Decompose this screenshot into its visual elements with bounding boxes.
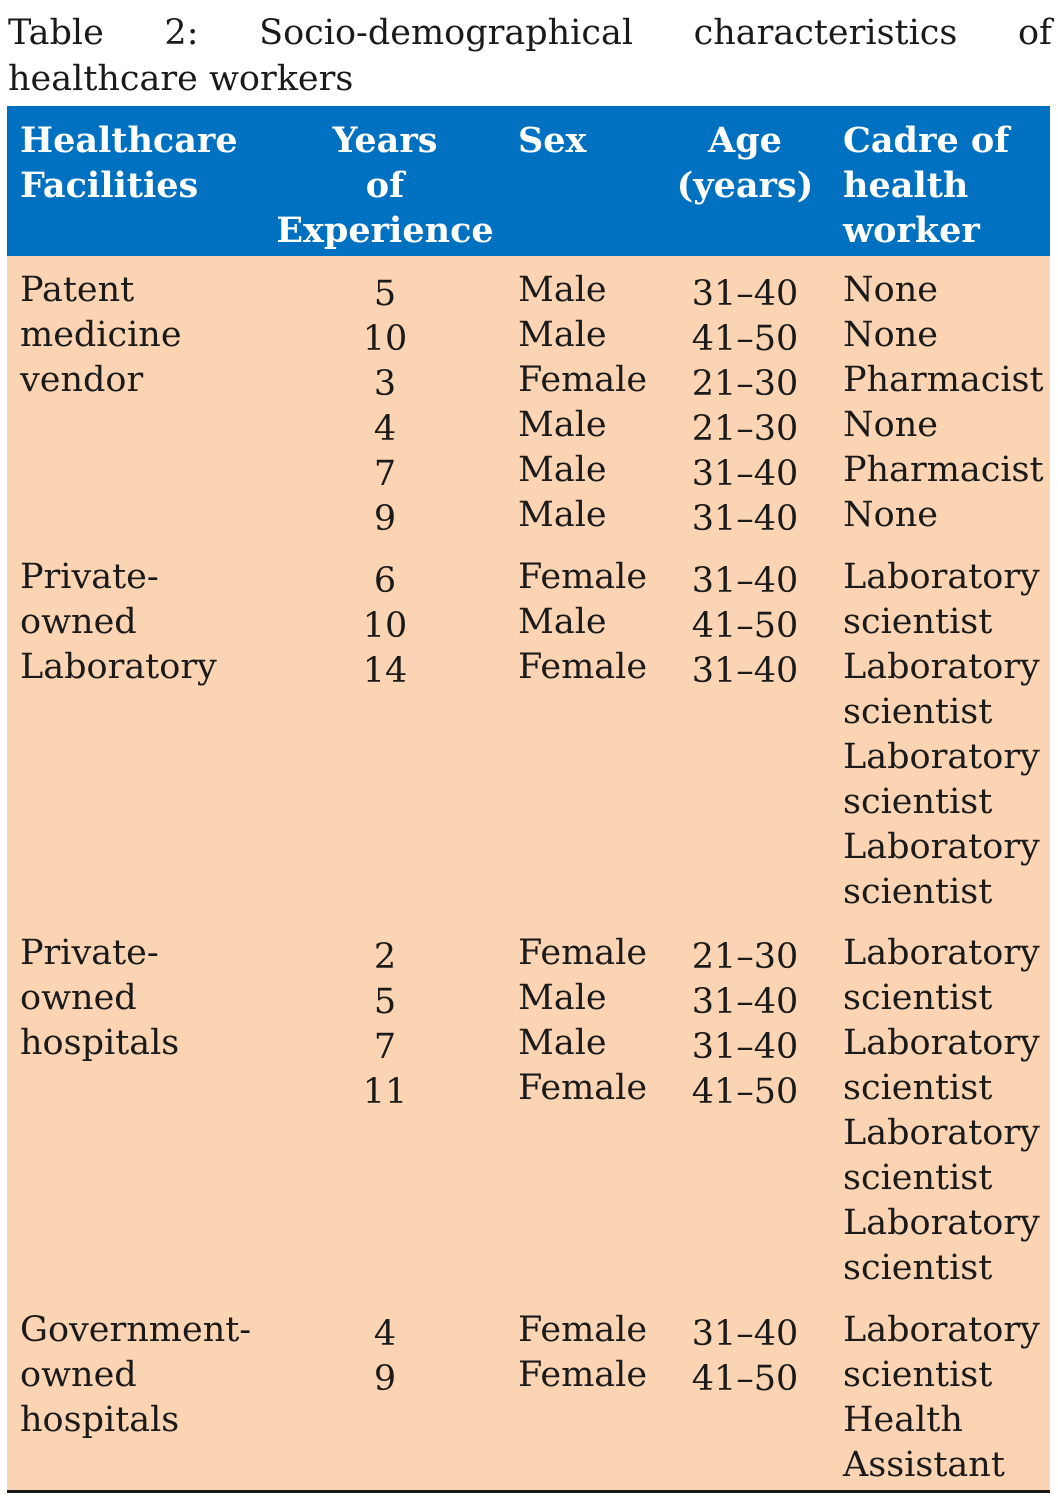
group-1-years-line: 5 — [373, 274, 397, 314]
group-2-years-line: 6 — [373, 561, 397, 601]
group-3-age-line: 41–50 — [691, 1072, 799, 1112]
group-1-age-line: 31–40 — [691, 454, 799, 494]
group-4-years-line: 4 — [373, 1314, 397, 1354]
header-years-of-experience-line: Experience — [276, 210, 494, 251]
group-3-sex-line: Female — [518, 933, 648, 973]
group-2-cadre — [843, 555, 1048, 915]
group-1-cadre — [843, 268, 1048, 538]
group-2-sex-line: Male — [518, 602, 607, 642]
group-2-cadre-line: Laboratory — [843, 647, 1040, 687]
group-2-years — [275, 559, 495, 694]
group-2-age — [675, 559, 815, 694]
group-1-sex-line: Male — [518, 405, 607, 445]
header-age — [675, 118, 815, 208]
group-3-sex-line: Male — [518, 1023, 607, 1063]
group-4-cadre-line: Health — [843, 1400, 963, 1440]
group-2-sex — [518, 555, 668, 690]
group-2-years-line: 10 — [362, 606, 408, 646]
table-caption: Table 2: Socio-demographical characteristics of healthcare workers — [8, 13, 1052, 99]
group-1-years-line: 3 — [373, 364, 397, 404]
group-1-sex-line: Male — [518, 450, 607, 490]
group-3-years-line: 5 — [373, 982, 397, 1022]
header-sex — [518, 118, 668, 163]
group-1-sex — [518, 268, 668, 538]
group-3-years-line: 7 — [373, 1027, 397, 1067]
group-4-years — [275, 1312, 495, 1402]
group-2-facility-line: Laboratory — [20, 647, 217, 687]
group-1-cadre-line: None — [843, 495, 938, 535]
group-4-age — [675, 1312, 815, 1402]
group-3-facility-line: hospitals — [20, 1023, 180, 1063]
group-4-sex-line: Female — [518, 1310, 648, 1350]
group-1-age-line: 31–40 — [691, 274, 799, 314]
group-1-cadre-line: None — [843, 270, 938, 310]
group-3-age-line: 31–40 — [691, 1027, 799, 1067]
group-1-facility-line: vendor — [20, 360, 144, 400]
group-2-cadre-line: scientist — [843, 782, 993, 822]
group-2-years-line: 14 — [362, 651, 408, 691]
group-1-cadre-line: Pharmacist — [843, 450, 1044, 490]
group-3-cadre-line: Laboratory — [843, 1203, 1040, 1243]
group-3-cadre-line: scientist — [843, 978, 993, 1018]
header-sex-line: Sex — [518, 120, 587, 161]
group-1-age — [675, 272, 815, 542]
header-facility — [20, 118, 275, 208]
group-1-years — [275, 272, 495, 542]
header-cadre — [843, 118, 1048, 253]
table-bottom-rule — [7, 1490, 1050, 1493]
group-4-facility — [20, 1308, 275, 1443]
group-4-sex-line: Female — [518, 1355, 648, 1395]
group-4-cadre-line: scientist — [843, 1355, 993, 1395]
group-3-facility — [20, 931, 275, 1066]
group-2-cadre-line: Laboratory — [843, 737, 1040, 777]
group-3-cadre — [843, 931, 1048, 1291]
group-4-years-line: 9 — [373, 1359, 397, 1399]
group-1-age-line: 21–30 — [691, 409, 799, 449]
group-4-cadre-line: Laboratory — [843, 1310, 1040, 1350]
header-facility-line: Healthcare — [20, 120, 238, 161]
header-cadre-line: worker — [843, 210, 980, 251]
group-2-cadre-line: scientist — [843, 872, 993, 912]
group-2-facility — [20, 555, 275, 690]
header-cadre-line: health — [843, 165, 969, 206]
group-3-sex — [518, 931, 668, 1111]
group-3-age-line: 31–40 — [691, 982, 799, 1022]
group-4-sex — [518, 1308, 668, 1398]
group-1-cadre-line: Pharmacist — [843, 360, 1044, 400]
group-1-cadre-line: None — [843, 405, 938, 445]
group-1-years-line: 10 — [362, 319, 408, 359]
group-4-age-line: 41–50 — [691, 1359, 799, 1399]
group-2-cadre-line: Laboratory — [843, 827, 1040, 867]
header-years-of-experience — [275, 118, 495, 253]
group-3-age — [675, 935, 815, 1115]
table-header — [7, 106, 1050, 256]
demographics-table — [7, 106, 1050, 1490]
group-3-sex-line: Male — [518, 978, 607, 1018]
group-4-cadre-line: Assistant — [843, 1445, 1005, 1485]
group-1-sex-line: Male — [518, 315, 607, 355]
group-1-years-line: 9 — [373, 499, 397, 539]
group-3-cadre-line: scientist — [843, 1248, 993, 1288]
group-3-cadre-line: Laboratory — [843, 1023, 1040, 1063]
group-2-cadre-line: scientist — [843, 602, 993, 642]
group-2-sex-line: Female — [518, 647, 648, 687]
group-2-sex-line: Female — [518, 557, 648, 597]
group-4-facility-line: owned — [20, 1355, 137, 1395]
group-3-years-line: 2 — [373, 937, 397, 977]
group-1-years-line: 7 — [373, 454, 397, 494]
header-years-of-experience-line: Years — [332, 120, 438, 161]
group-1-age-line: 21–30 — [691, 364, 799, 404]
group-2-age-line: 31–40 — [691, 651, 799, 691]
group-1-years-line: 4 — [373, 409, 397, 449]
header-age-line: Age — [708, 120, 782, 161]
group-1-cadre-line: None — [843, 315, 938, 355]
group-3-cadre-line: scientist — [843, 1068, 993, 1108]
group-3-years — [275, 935, 495, 1115]
header-cadre-line: Cadre of — [843, 120, 1010, 161]
group-3-cadre-line: scientist — [843, 1158, 993, 1198]
group-2-facility-line: Private- — [20, 557, 159, 597]
group-3-sex-line: Female — [518, 1068, 648, 1108]
group-1-facility — [20, 268, 275, 403]
group-3-years-line: 11 — [362, 1072, 408, 1112]
header-years-of-experience-line: of — [365, 165, 405, 206]
group-1-age-line: 41–50 — [691, 319, 799, 359]
group-2-facility-line: owned — [20, 602, 137, 642]
group-4-facility-line: Government- — [20, 1310, 252, 1350]
group-3-cadre-line: Laboratory — [843, 933, 1040, 973]
group-1-sex-line: Male — [518, 270, 607, 310]
group-3-facility-line: owned — [20, 978, 137, 1018]
group-2-cadre-line: scientist — [843, 692, 993, 732]
group-3-cadre-line: Laboratory — [843, 1113, 1040, 1153]
group-3-age-line: 21–30 — [691, 937, 799, 977]
header-facility-line: Facilities — [20, 165, 199, 206]
group-3-facility-line: Private- — [20, 933, 159, 973]
group-1-sex-line: Female — [518, 360, 648, 400]
group-1-facility-line: Patent — [20, 270, 135, 310]
group-4-facility-line: hospitals — [20, 1400, 180, 1440]
header-age-line: (years) — [676, 165, 814, 206]
group-1-sex-line: Male — [518, 495, 607, 535]
group-2-cadre-line: Laboratory — [843, 557, 1040, 597]
group-4-age-line: 31–40 — [691, 1314, 799, 1354]
group-2-age-line: 41–50 — [691, 606, 799, 646]
group-4-cadre — [843, 1308, 1048, 1488]
group-2-age-line: 31–40 — [691, 561, 799, 601]
group-1-age-line: 31–40 — [691, 499, 799, 539]
group-1-facility-line: medicine — [20, 315, 182, 355]
